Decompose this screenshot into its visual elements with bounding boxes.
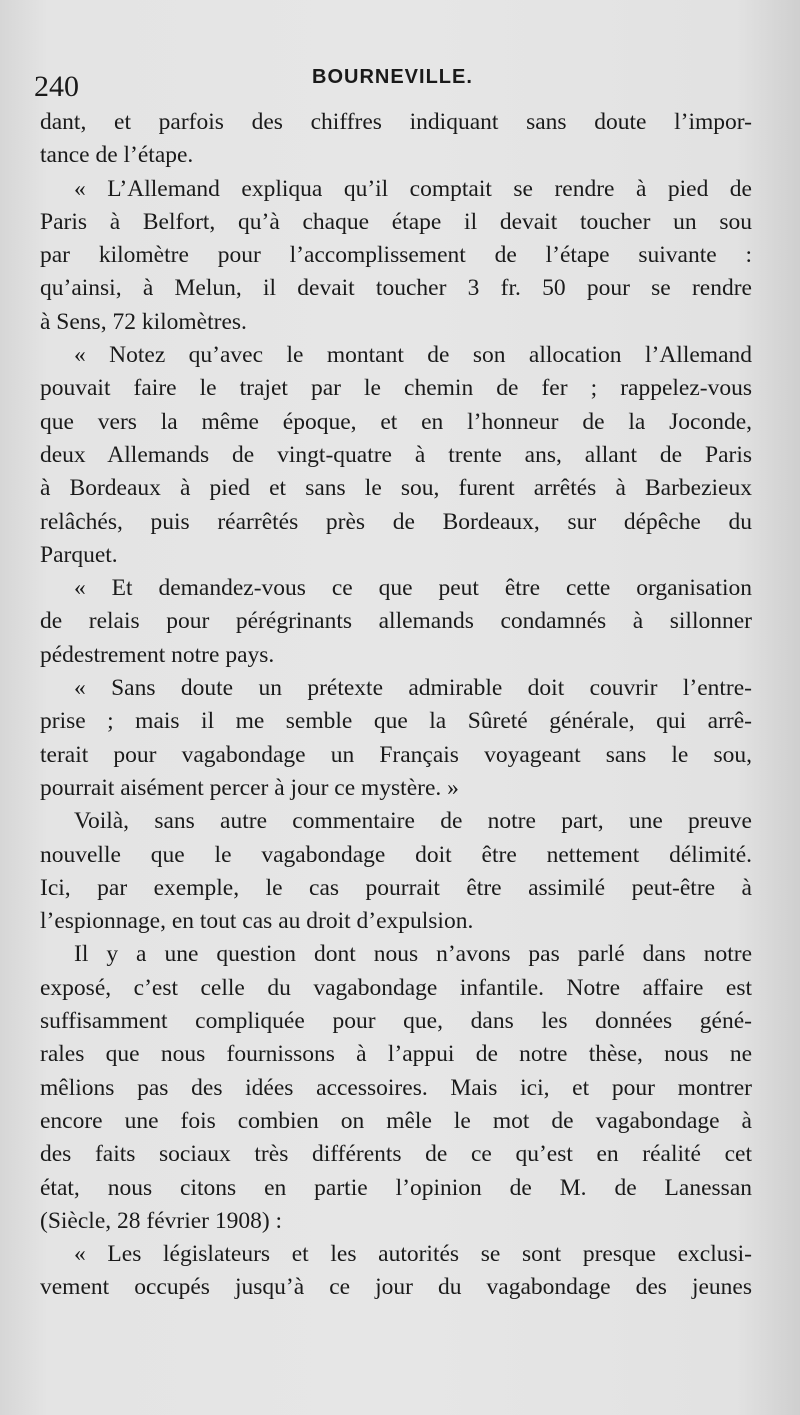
page-header bbox=[0, 58, 800, 103]
text-line: qu’ainsi, à Melun, il devait toucher 3 fr. 50 pour se rendre bbox=[40, 275, 752, 302]
text-line: tance de l’étape. bbox=[40, 142, 194, 169]
text-line: deux Allemands de vingt-quatre à trente ans, allant de Paris bbox=[40, 441, 752, 468]
text-line: (Siècle, 28 février 1908) : bbox=[40, 1207, 283, 1234]
paragraph bbox=[40, 938, 752, 1238]
text-line: à Sens, 72 kilomètres. bbox=[40, 308, 247, 335]
text-line: relâchés, puis réarrêtés près de Bordeaux, sur dépêche du bbox=[40, 508, 752, 535]
text-line: terait pour vagabondage un Français voyageant sans le sou, bbox=[40, 741, 752, 768]
text-line: « Et demandez-vous ce que peut être cette organisation bbox=[74, 575, 752, 602]
paragraph bbox=[40, 106, 752, 173]
text-line: encore une fois combien on mêle le mot de vagabondage à bbox=[40, 1107, 752, 1134]
paragraph bbox=[40, 173, 752, 339]
text-line: « Sans doute un prétexte admirable doit couvrir l’entre- bbox=[74, 675, 752, 702]
text-line: vement occupés jusqu’à ce jour du vagabondage des jeunes bbox=[40, 1274, 752, 1301]
text-line: « Les législateurs et les autorités se sont presque exclusi- bbox=[74, 1241, 752, 1268]
text-line: Parquet. bbox=[40, 541, 118, 568]
text-line: par kilomètre pour l’accomplissement de l’étape suivante : bbox=[40, 242, 752, 269]
text-line: suffisamment compliquée pour que, dans les données géné- bbox=[40, 1008, 752, 1035]
text-line: état, nous citons en partie l’opinion de M. de Lanessan bbox=[40, 1174, 752, 1201]
paragraph bbox=[40, 339, 752, 572]
text-line: Voilà, sans autre commentaire de notre part, une preuve bbox=[74, 808, 752, 835]
paragraph bbox=[40, 805, 752, 938]
text-line: Il y a une question dont nous n’avons pas parlé dans notre bbox=[74, 941, 752, 968]
text-line: pourrait aisément percer à jour ce mystère. » bbox=[40, 774, 459, 801]
text-line: Paris à Belfort, qu’à chaque étape il devait toucher un sou bbox=[40, 208, 752, 235]
text-line: pédestrement notre pays. bbox=[40, 641, 275, 668]
page-number: 240 bbox=[34, 70, 79, 103]
text-line: exposé, c’est celle du vagabondage infantile. Notre affaire est bbox=[40, 974, 752, 1001]
paragraph bbox=[40, 1238, 752, 1305]
text-line: des faits sociaux très différents de ce qu’est en réalité cet bbox=[40, 1141, 752, 1168]
text-line: rales que nous fournissons à l’appui de notre thèse, nous ne bbox=[40, 1041, 752, 1068]
text-line: dant, et parfois des chiffres indiquant sans doute l’impor- bbox=[40, 109, 752, 135]
text-line: mêlions pas des idées accessoires. Mais ici, et pour montrer bbox=[40, 1074, 752, 1101]
text-line: à Bordeaux à pied et sans le sou, furent arrêtés à Barbezieux bbox=[40, 475, 752, 502]
running-head: BOURNEVILLE. bbox=[312, 66, 473, 88]
text-line: de relais pour pérégrinants allemands condamnés à sillonner bbox=[40, 608, 752, 635]
body-text bbox=[40, 106, 752, 1305]
text-line: que vers la même époque, et en l’honneur de la Joconde, bbox=[40, 408, 752, 435]
text-line: nouvelle que le vagabondage doit être nettement délimité. bbox=[40, 841, 752, 868]
paragraph bbox=[40, 672, 752, 805]
text-line: l’espionnage, en tout cas au droit d’expulsion. bbox=[40, 908, 474, 935]
text-line: « Notez qu’avec le montant de son allocation l’Allemand bbox=[74, 342, 752, 369]
paragraph bbox=[40, 572, 752, 672]
text-line: pouvait faire le trajet par le chemin de fer ; rappelez-vous bbox=[40, 375, 752, 402]
text-line: Ici, par exemple, le cas pourrait être assimilé peut-être à bbox=[40, 874, 752, 901]
text-line: « L’Allemand expliqua qu’il comptait se rendre à pied de bbox=[74, 175, 752, 202]
text-line: prise ; mais il me semble que la Sûreté générale, qui arrê- bbox=[40, 708, 752, 735]
